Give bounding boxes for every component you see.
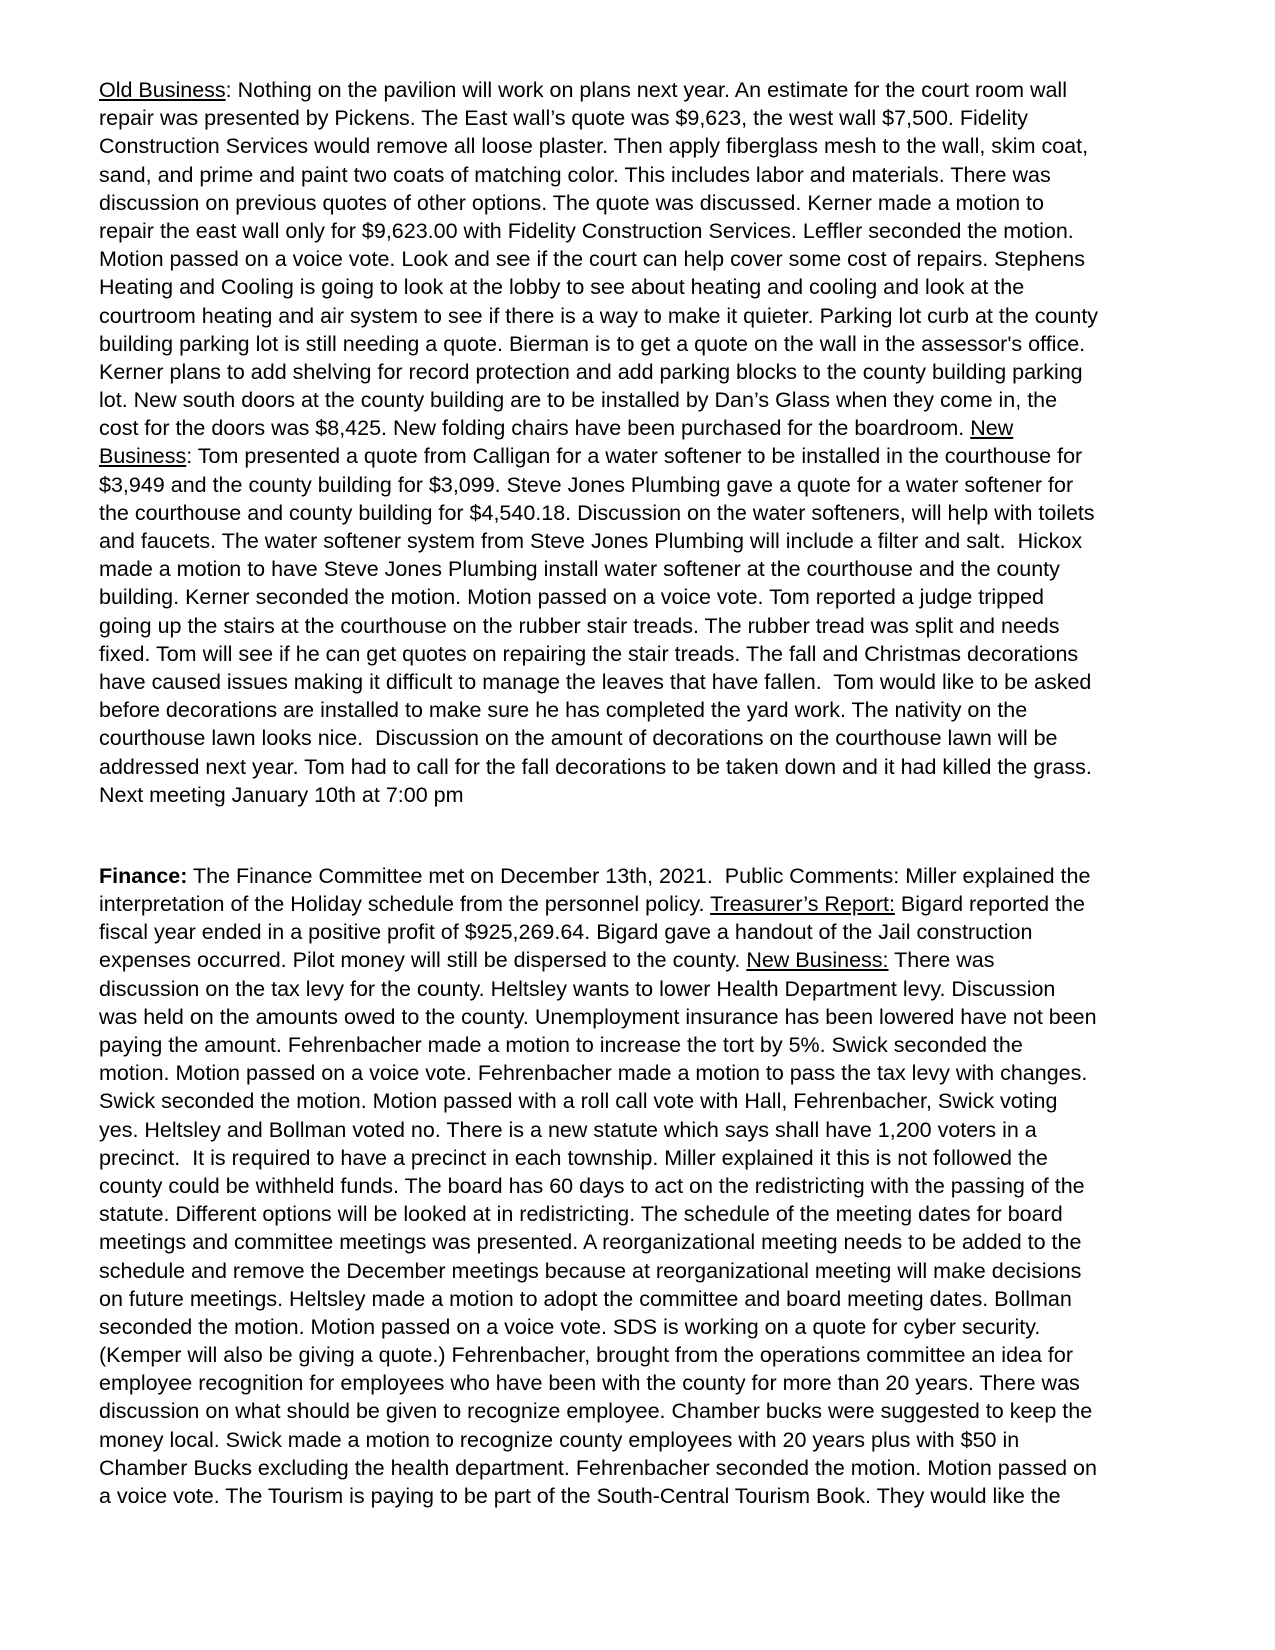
text-line bbox=[99, 442, 1129, 470]
text-line bbox=[99, 918, 1129, 946]
text-line bbox=[99, 245, 1129, 273]
text-run: Bigard reported the bbox=[894, 892, 1085, 917]
text-run: meetings and committee meetings was presented. A reorganizational meeting needs to be added to the bbox=[99, 1230, 1082, 1255]
text-line bbox=[99, 890, 1129, 918]
text-run: before decorations are installed to make sure he has completed the yard work. The nativity on the bbox=[99, 698, 1028, 723]
text-line bbox=[99, 555, 1129, 583]
text-run: the courthouse and county building for $4,540.18. Discussion on the water softeners, will help with toilets bbox=[99, 500, 1095, 525]
text-run: and faucets. The water softener system from Steve Jones Plumbing will include a filter and salt. Hickox bbox=[99, 529, 1083, 553]
text-run: have caused issues making it difficult to manage the leaves that have fallen. Tom would like to be asked bbox=[99, 669, 1092, 694]
text-line bbox=[99, 753, 1129, 781]
text-run: Swick seconded the motion. Motion passed with a roll call vote with Hall, Fehrenbacher, Swick voting bbox=[99, 1089, 1058, 1114]
text-run: repair was presented by Pickens. The East wall’s quote was $9,623, the west wall $7,500. Fidelity bbox=[99, 106, 1028, 131]
text-line bbox=[99, 499, 1129, 527]
text-run: precinct. It is required to have a precinct in each township. Miller explained it this is not followed the bbox=[99, 1145, 1048, 1170]
text-line bbox=[99, 1341, 1129, 1369]
text-run: There was bbox=[888, 948, 995, 973]
text-line bbox=[99, 975, 1129, 1003]
text-run: fiscal year ended in a positive profit of $925,269.64. Bigard gave a handout of the Jail construction bbox=[99, 920, 1033, 945]
text-run: Kerner plans to add shelving for record protection and add parking blocks to the county building parking bbox=[99, 359, 1083, 384]
text-line bbox=[99, 862, 1129, 890]
text-line bbox=[99, 1172, 1129, 1200]
text-line bbox=[99, 668, 1129, 696]
text-line bbox=[99, 217, 1129, 245]
text-run: county could be withheld funds. The board has 60 days to act on the redistricting with the passing of the bbox=[99, 1173, 1085, 1198]
text-run: Heating and Cooling is going to look at the lobby to see about heating and cooling and look at the bbox=[99, 275, 1025, 300]
text-run: schedule and remove the December meetings because at reorganizational meeting will make decisions bbox=[99, 1258, 1082, 1283]
text-run: statute. Different options will be looked at in redistricting. The schedule of the meeting dates for board bbox=[99, 1202, 1063, 1227]
text-line bbox=[99, 781, 1129, 809]
text-run: building. Kerner seconded the motion. Motion passed on a voice vote. Tom reported a judge tripped bbox=[99, 585, 1045, 610]
text-line bbox=[99, 386, 1129, 414]
text-line bbox=[99, 1454, 1129, 1482]
paragraph-old-business bbox=[99, 76, 1129, 809]
text-run: going up the stairs at the courthouse on the rubber stair treads. The rubber tread was split and needs bbox=[99, 613, 1060, 638]
text-line bbox=[99, 1116, 1129, 1144]
underlined-heading: New Business: bbox=[746, 948, 889, 973]
text-line bbox=[99, 189, 1129, 217]
text-line bbox=[99, 724, 1129, 752]
text-line bbox=[99, 640, 1129, 668]
text-run: building parking lot is still needing a quote. Bierman is to get a quote on the wall in the assessor's office. bbox=[99, 331, 1086, 356]
text-line bbox=[99, 527, 1129, 555]
text-run: The Finance Committee met on December 13th, 2021. Public Comments: Miller explained the bbox=[187, 863, 1091, 888]
underlined-heading: Treasurer’s Report: bbox=[710, 892, 895, 917]
text-line bbox=[99, 1397, 1129, 1425]
text-line bbox=[99, 76, 1129, 104]
text-run: interpretation of the Holiday schedule from the personnel policy. bbox=[99, 892, 711, 917]
text-line bbox=[99, 104, 1129, 132]
text-line bbox=[99, 358, 1129, 386]
text-run: motion. Motion passed on a voice vote. Fehrenbacher made a motion to pass the tax levy with changes. bbox=[99, 1061, 1088, 1086]
text-run: Next meeting January 10th at 7:00 pm bbox=[99, 782, 464, 807]
text-line bbox=[99, 1285, 1129, 1313]
text-line bbox=[99, 583, 1129, 611]
text-line bbox=[99, 1200, 1129, 1228]
text-line bbox=[99, 1257, 1129, 1285]
text-run: employee recognition for employees who have been with the county for more than 20 years. There was bbox=[99, 1371, 1080, 1396]
text-run: discussion on previous quotes of other options. The quote was discussed. Kerner made a motion to bbox=[99, 190, 1044, 215]
underlined-heading: Business bbox=[99, 444, 187, 469]
text-run: courtroom heating and air system to see if there is a way to make it quieter. Parking lot curb at the county bbox=[99, 303, 1099, 328]
text-line bbox=[99, 273, 1129, 301]
text-line bbox=[99, 696, 1129, 724]
text-line bbox=[99, 1369, 1129, 1397]
text-run: repair the east wall only for $9,623.00 with Fidelity Construction Services. Leffler seconded the motion. bbox=[99, 218, 1074, 243]
text-line bbox=[99, 1482, 1129, 1510]
text-line bbox=[99, 1426, 1129, 1454]
text-line bbox=[99, 612, 1129, 640]
text-run: paying the amount. Fehrenbacher made a motion to increase the tort by 5%. Swick seconded the bbox=[99, 1033, 1023, 1057]
text-run: was held on the amounts owed to the county. Unemployment insurance has been lowered have not been bbox=[99, 1004, 1097, 1029]
text-line bbox=[99, 946, 1129, 974]
bold-heading: Finance: bbox=[99, 863, 188, 888]
text-line bbox=[99, 302, 1129, 330]
text-run: fixed. Tom will see if he can get quotes on repairing the stair treads. The fall and Christmas decorations bbox=[99, 641, 1079, 666]
text-run: lot. New south doors at the county building are to be installed by Dan’s Glass when they come in, the bbox=[99, 388, 1058, 413]
text-run: expenses occurred. Pilot money will still be dispersed to the county. bbox=[99, 948, 747, 973]
text-line bbox=[99, 1003, 1129, 1031]
text-line bbox=[99, 1087, 1129, 1115]
text-run: Construction Services would remove all loose plaster. Then apply fiberglass mesh to the wall, skim coat, bbox=[99, 134, 1089, 159]
text-line bbox=[99, 1059, 1129, 1087]
text-line bbox=[99, 132, 1129, 160]
text-run: yes. Heltsley and Bollman voted no. There is a new statute which says shall have 1,200 voters in a bbox=[99, 1117, 1037, 1142]
text-line bbox=[99, 1228, 1129, 1256]
underlined-heading: New bbox=[970, 416, 1014, 441]
text-run: money local. Swick made a motion to recognize county employees with 20 years plus with $50 in bbox=[99, 1427, 1020, 1452]
text-line bbox=[99, 330, 1129, 358]
text-run: cost for the doors was $8,425. New folding chairs have been purchased for the boardroom. bbox=[99, 416, 971, 441]
text-run: Motion passed on a voice vote. Look and see if the court can help cover some cost of repairs. Stephens bbox=[99, 247, 1085, 272]
text-run: (Kemper will also be giving a quote.) Fehrenbacher, brought from the operations committee an idea for bbox=[99, 1343, 1073, 1368]
text-run: discussion on what should be given to recognize employee. Chamber bucks were suggested to keep the bbox=[99, 1399, 1093, 1424]
text-line bbox=[99, 414, 1129, 442]
text-run: courthouse lawn looks nice. Discussion on the amount of decorations on the courthouse lawn will be bbox=[99, 726, 1058, 751]
text-run: seconded the motion. Motion passed on a voice vote. SDS is working on a quote for cyber security. bbox=[99, 1314, 1041, 1339]
text-run: Chamber Bucks excluding the health department. Fehrenbacher seconded the motion. Motion passed on bbox=[99, 1455, 1097, 1480]
text-run: on future meetings. Heltsley made a motion to adopt the committee and board meeting dates. Bollman bbox=[99, 1286, 1072, 1311]
text-line bbox=[99, 1313, 1129, 1341]
text-line bbox=[99, 161, 1129, 189]
document-page bbox=[99, 76, 1129, 1510]
text-run: a voice vote. The Tourism is paying to be part of the South-Central Tourism Book. They would like the bbox=[99, 1484, 1061, 1508]
text-run: : Tom presented a quote from Calligan for a water softener to be installed in the courthouse for bbox=[186, 444, 1083, 469]
text-run: : Nothing on the pavilion will work on plans next year. An estimate for the court room wall bbox=[225, 78, 1067, 102]
paragraph-finance bbox=[99, 862, 1129, 1510]
text-line bbox=[99, 471, 1129, 499]
text-line bbox=[99, 1144, 1129, 1172]
text-run: sand, and prime and paint two coats of matching color. This includes labor and materials. There was bbox=[99, 162, 1051, 187]
text-line bbox=[99, 1031, 1129, 1059]
text-run: addressed next year. Tom had to call for the fall decorations to be taken down and it had killed the grass. bbox=[99, 754, 1092, 779]
underlined-heading: Old Business bbox=[99, 78, 226, 102]
text-run: discussion on the tax levy for the county. Heltsley wants to lower Health Department levy. Discussion bbox=[99, 976, 1056, 1001]
text-run: made a motion to have Steve Jones Plumbing install water softener at the courthouse and the county bbox=[99, 557, 1060, 582]
text-run: $3,949 and the county building for $3,099. Steve Jones Plumbing gave a quote for a water softener for bbox=[99, 472, 1074, 497]
